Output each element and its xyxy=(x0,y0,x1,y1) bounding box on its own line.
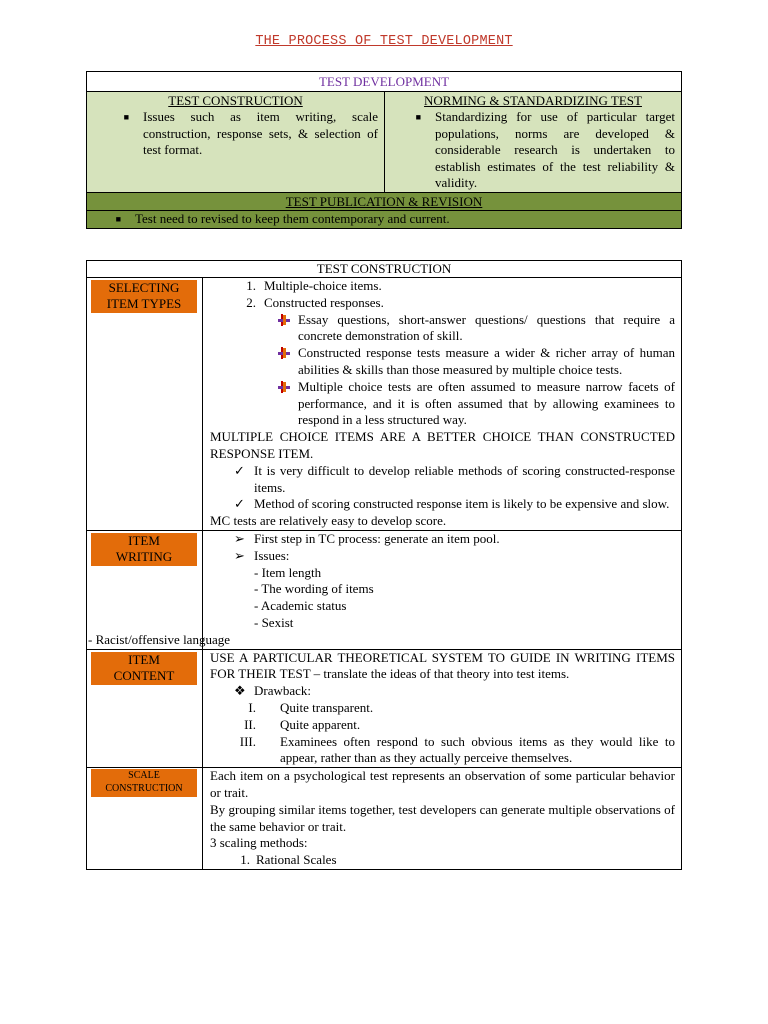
table-header: TEST CONSTRUCTION xyxy=(87,261,681,278)
square-bullet-icon: ■ xyxy=(123,112,129,122)
cell-title: TEST CONSTRUCTION xyxy=(168,93,303,108)
page-title: THE PROCESS OF TEST DEVELOPMENT xyxy=(255,34,513,49)
publication-text: Test need to revised to keep them contemporary and current. xyxy=(135,211,450,226)
row-label-item-content: ITEM CONTENT xyxy=(91,652,197,685)
arrow-bullet-icon: ➢ xyxy=(234,530,245,546)
table-row xyxy=(87,768,681,869)
row-label-item-writing: ITEM WRITING xyxy=(91,533,197,566)
diamond-bullet-icon: ❖ xyxy=(234,683,246,699)
publication-section xyxy=(87,193,681,228)
test-construction-table xyxy=(86,260,682,870)
arrow-bullet-icon: ➢ xyxy=(234,547,245,563)
table-header: TEST DEVELOPMENT xyxy=(87,72,681,92)
flag-bullet-icon xyxy=(278,312,298,346)
row-content: ➢ First step in TC process: generate an item pool. ➢ Issues: - Item length - The wording of items - Academic status - Sexist - Racist/offensive language xyxy=(88,530,500,647)
row-content: 1. Multiple-choice items. 2. Constructed responses. Essay questions, short-answer questions/ questions that require a concrete demonstration of skill. Constructed response tests measure a wider & richer array of human abilities & skills than those measured by multiple choice tests. Multiple choice tests are often assumed to measure narrow facets of performance, and it is often assumed that by allowing examinees to respond in a less structured way. MULTIPLE CHOICE ITEMS ARE A BETTER CHOICE THAN CONSTRUCTED RESPONSE ITEM. ✓ It is very difficult to develop reliable methods of scoring constructed-response items. ✓ Method of scoring constructed response item is likely to be expensive and slow. MC tests are relatively easy to develop score. xyxy=(210,278,675,529)
square-bullet-icon: ■ xyxy=(115,214,121,224)
row-content: Each item on a psychological test represents an observation of some particular behavior or trait. By grouping similar items together, test developers can generate multiple observations of the same behavior or trait. 3 scaling methods: 1. Rational Scales xyxy=(210,768,675,868)
row-label-selecting-item-types: SELECTING ITEM TYPES xyxy=(91,280,197,313)
check-icon: ✓ xyxy=(234,496,245,512)
flag-bullet-icon xyxy=(278,379,298,429)
caps-statement: MULTIPLE CHOICE ITEMS ARE A BETTER CHOICE THAN CONSTRUCTED RESPONSE ITEM. xyxy=(210,429,675,461)
check-icon: ✓ xyxy=(234,462,245,478)
square-bullet-icon: ■ xyxy=(415,112,421,122)
test-development-table xyxy=(86,71,682,229)
cell-text: Issues such as item writing, scale construction, response sets, & selection of test format. xyxy=(143,109,378,157)
table-row xyxy=(87,650,681,769)
table-row xyxy=(87,278,681,531)
test-construction-cell xyxy=(87,92,385,192)
norming-cell xyxy=(385,92,681,192)
table-row xyxy=(87,531,681,650)
row-label-scale-construction: SCALE CONSTRUCTION xyxy=(91,769,197,797)
publication-title: TEST PUBLICATION & REVISION xyxy=(87,193,681,211)
flag-bullet-icon xyxy=(278,345,298,379)
cell-title: NORMING & STANDARDIZING TEST xyxy=(424,93,642,108)
table-row xyxy=(87,92,681,193)
cell-text: Standardizing for use of particular target populations, norms are developed & considerable research is undertaken to establish estimates of the test reliability & validity. xyxy=(435,109,675,190)
row-content: USE A PARTICULAR THEORETICAL SYSTEM TO GUIDE IN WRITING ITEMS FOR THEIR TEST – translate the ideas of that theory into test items. ❖ Drawback: I. Quite transparent. II. Quite apparent. III. Examinees often respond to such obvious items as they would like to appear, rather than as they actually perceive themselves. xyxy=(210,649,675,766)
